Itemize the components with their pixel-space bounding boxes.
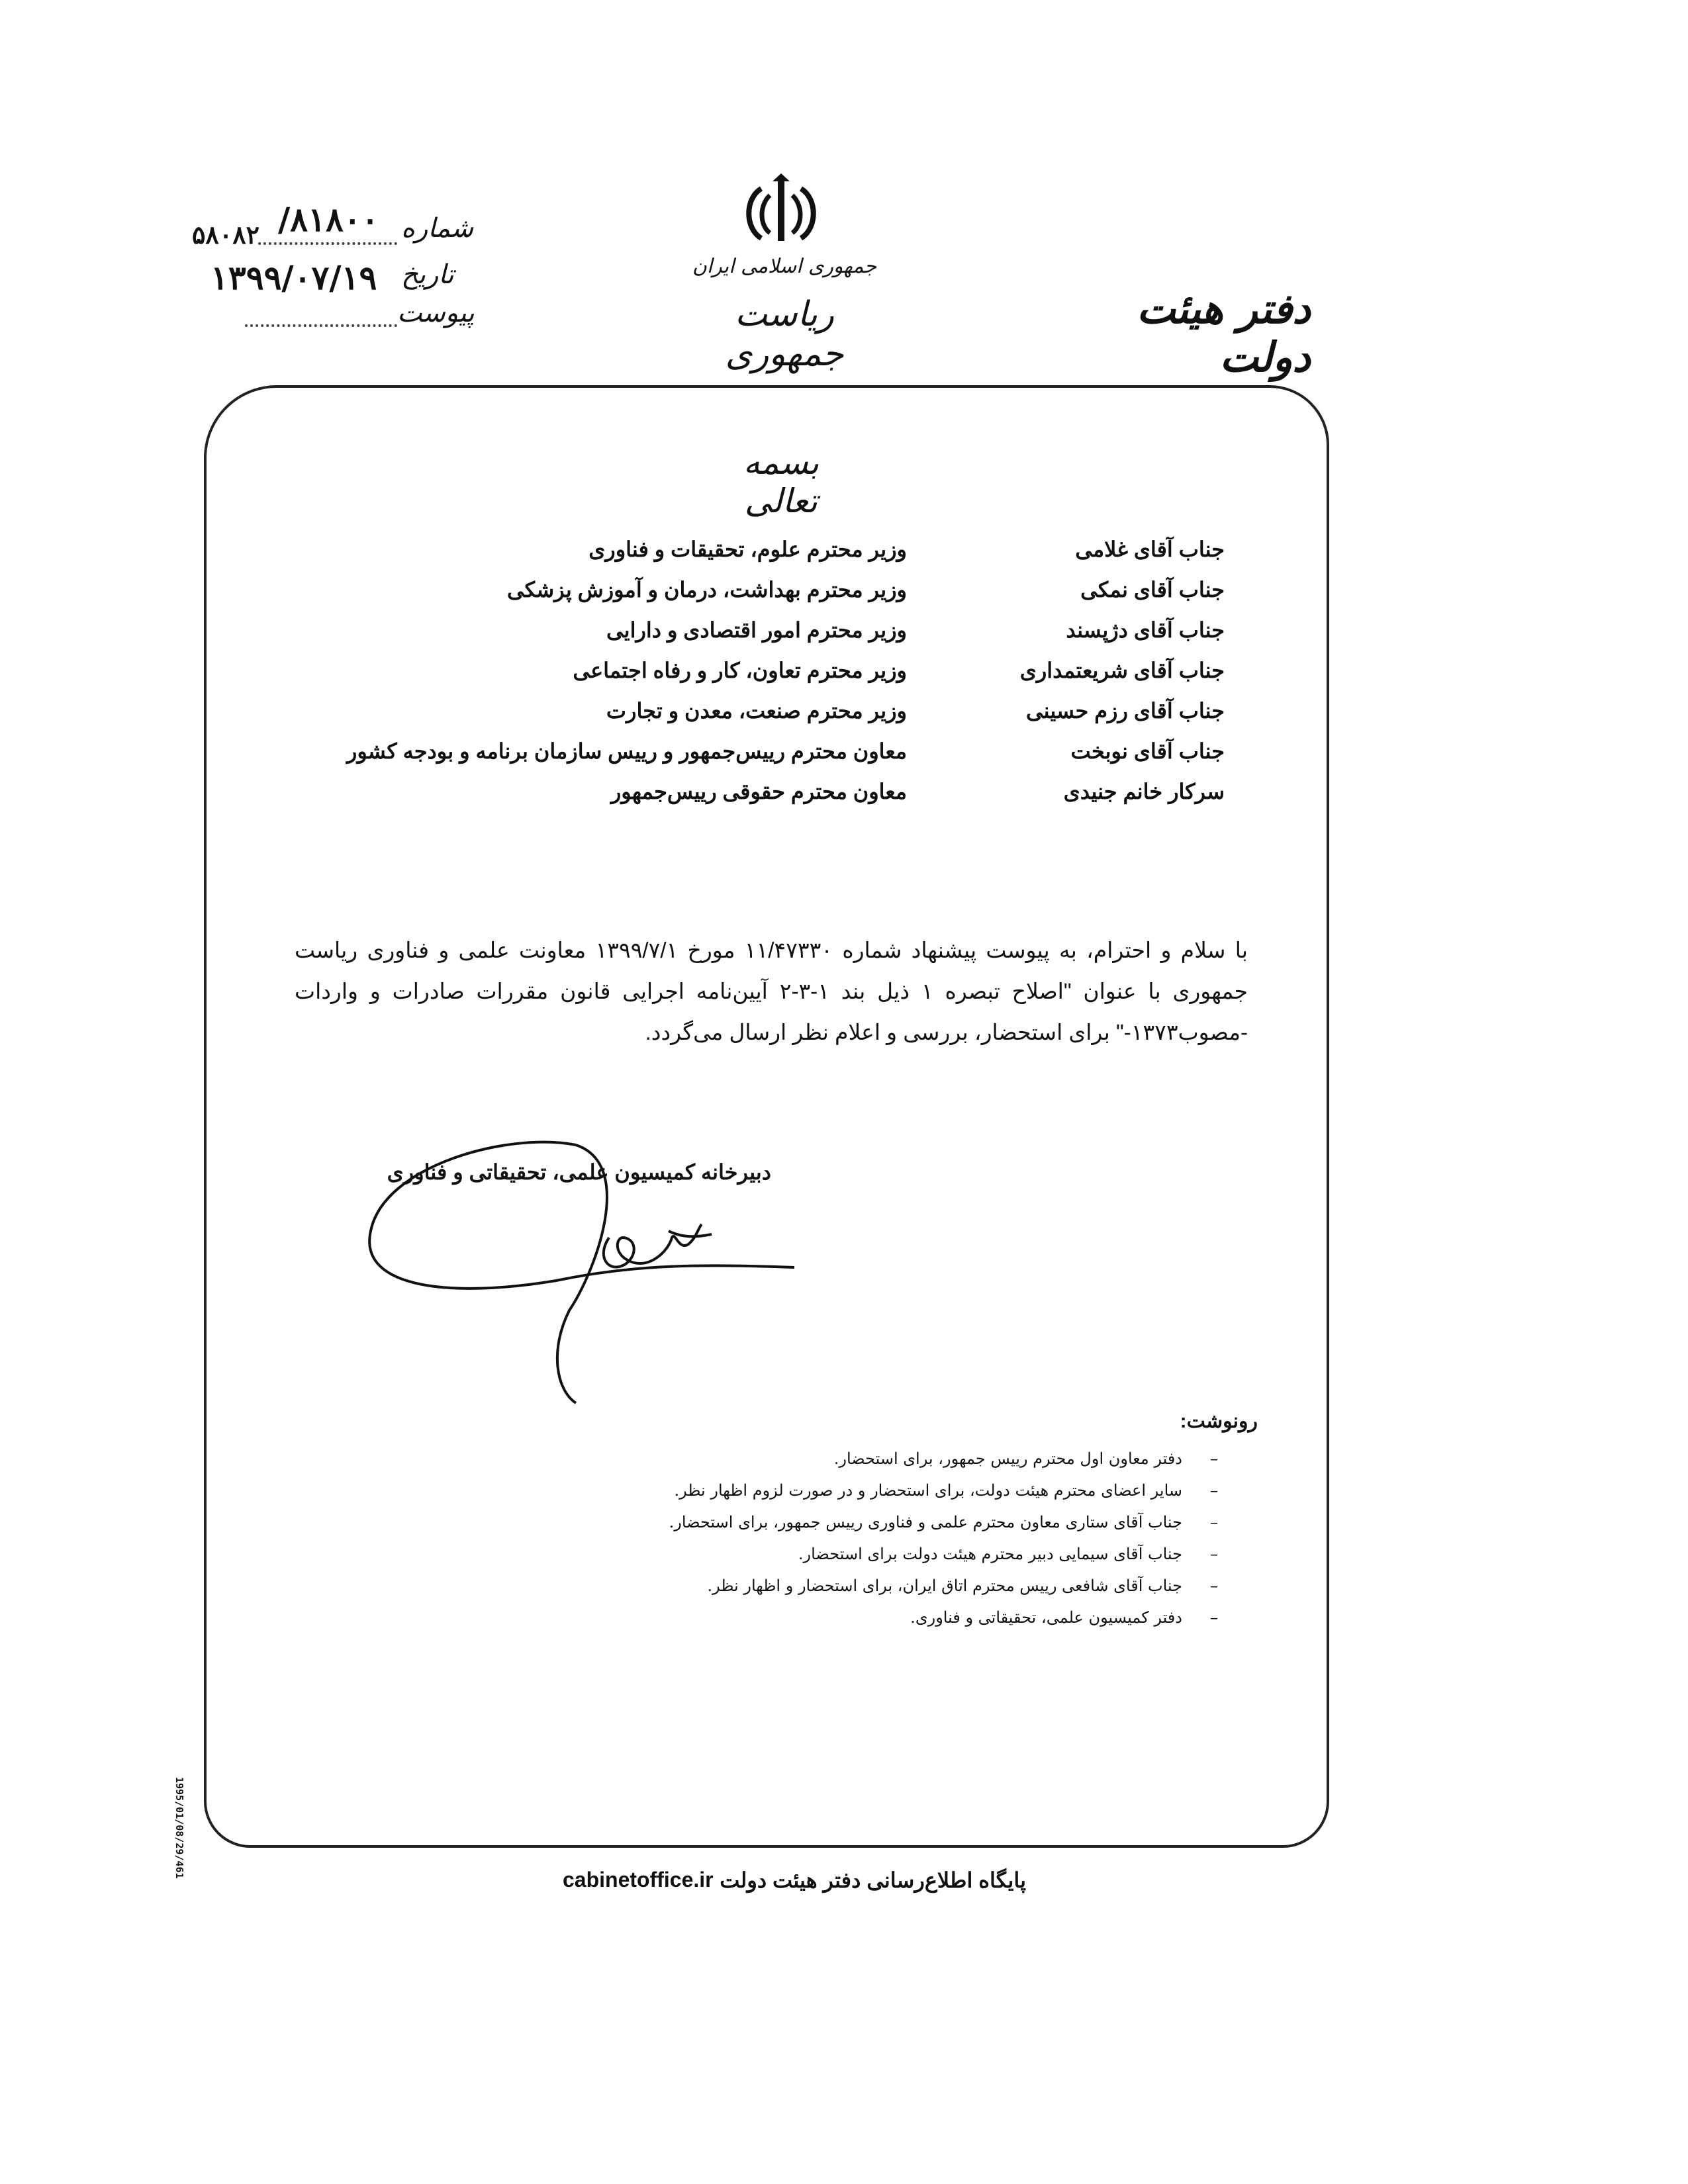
recipient-title: معاون محترم رییس‌جمهور و رییس سازمان برنامه و بودجه کشور	[346, 739, 907, 763]
copy-item-dash: –	[1210, 1608, 1218, 1627]
recipient-name: جناب آقای شریعتمداری	[1019, 659, 1225, 682]
copy-item-text: دفتر کمیسیون علمی، تحقیقاتی و فناوری.	[910, 1608, 1182, 1627]
recipient-name: جناب آقای رزم حسینی	[1026, 699, 1225, 723]
footer-site-link[interactable]: cabinetoffice.ir	[563, 1868, 714, 1891]
number-prefix: ۵۸۰۸۲	[192, 220, 260, 250]
recipient-row	[331, 610, 1225, 650]
copies-heading: رونوشت:	[1180, 1410, 1258, 1432]
recipient-title: وزیر محترم امور اقتصادی و دارایی	[606, 618, 907, 642]
copy-item	[834, 1443, 1218, 1475]
office-name: دفتر هیئت دولت	[1137, 285, 1311, 381]
recipient-name: جناب آقای نوبخت	[1070, 739, 1225, 763]
footer-text: پایگاه اطلاع‌رسانی دفتر هیئت دولت	[720, 1868, 1026, 1892]
copies-list	[596, 1443, 1218, 1641]
handwritten-signature-icon	[357, 1138, 808, 1416]
date-value: ۱۳۹۹/۰۷/۱۹	[211, 258, 377, 297]
recipient-row	[331, 731, 1225, 771]
recipient-name: جناب آقای نمکی	[1080, 578, 1225, 602]
footer	[563, 1868, 1026, 1901]
date-label: تاریخ	[401, 259, 454, 290]
emblem-title: ریاست جمهوری	[725, 295, 844, 374]
copy-item	[675, 1475, 1219, 1506]
copy-item-dash: –	[1210, 1481, 1218, 1500]
copy-item-text: جناب آقای شافعی رییس محترم اتاق ایران، برای استحضار و اظهار نظر.	[707, 1576, 1182, 1595]
recipient-title: وزیر محترم علوم، تحقیقات و فناوری	[588, 537, 907, 561]
copy-item-text: دفتر معاون اول محترم رییس جمهور، برای استحضار.	[833, 1449, 1182, 1468]
copy-item	[910, 1602, 1218, 1633]
emblem-subtitle: جمهوری اسلامی ایران	[692, 255, 877, 278]
attachment-label: پیوست	[397, 298, 475, 328]
number-dotline	[258, 242, 397, 245]
copy-item-dash: –	[1210, 1513, 1218, 1531]
copy-item-dash: –	[1210, 1576, 1218, 1595]
number-value: /۸۱۸۰۰	[278, 200, 379, 239]
letter-body: با سلام و احترام، به پیوست پیشنهاد شماره ۱۱/۴۷۳۳۰ مورخ ۱۳۹۹/۷/۱ معاونت علمی و فناوری ریاست جمهوری با عنوان "اصلاح تبصره ۱ ذیل بند ۱-۳-۲ آیین‌نامه اجرایی قانون مقررات صادرات و واردات -مصوب۱۳۷۳-" برای استحضار، بررسی و اعلام نظر ارسال می‌گردد.	[295, 938, 1248, 1044]
copy-item-dash: –	[1210, 1449, 1218, 1468]
recipients-list	[331, 529, 1225, 821]
recipient-name: سرکار خانم جنیدی	[1063, 780, 1225, 803]
recipient-name: جناب آقای غلامی	[1075, 537, 1225, 561]
copy-item-dash: –	[1210, 1545, 1218, 1563]
signature-caption: دبیرخانه کمیسیون علمی، تحقیقاتی و فناوری	[387, 1160, 771, 1184]
letter-meta	[185, 199, 477, 351]
recipient-name: جناب آقای دژپسند	[1066, 618, 1225, 642]
copy-item-text: سایر اعضای محترم هیئت دولت، برای استحضار و در صورت لزوم اظهار نظر.	[674, 1481, 1182, 1500]
side-reference-code: 1995/01/08/29/461	[173, 1777, 185, 1879]
copy-item	[669, 1506, 1218, 1538]
recipient-title: وزیر محترم بهداشت، درمان و آموزش پزشکی	[507, 578, 907, 602]
number-label: شماره	[401, 213, 474, 244]
basmala: بسمه تعالی	[743, 443, 820, 520]
emblem-block	[675, 172, 894, 374]
iran-emblem-icon	[738, 172, 824, 251]
recipient-title: وزیر محترم صنعت، معدن و تجارت	[606, 699, 907, 723]
copy-item-text: جناب آقای ستاری معاون محترم علمی و فناوری رییس جمهور، برای استحضار.	[669, 1513, 1182, 1531]
attachment-dotline	[245, 324, 397, 327]
recipient-row	[331, 651, 1225, 690]
copy-item	[708, 1570, 1219, 1602]
recipient-row	[331, 529, 1225, 569]
recipient-row	[331, 691, 1225, 731]
copy-item-text: جناب آقای سیمایی دبیر محترم هیئت دولت برای استحضار.	[798, 1545, 1182, 1563]
recipient-title: معاون محترم حقوقی رییس‌جمهور	[610, 780, 907, 803]
recipient-row	[331, 570, 1225, 610]
recipient-title: وزیر محترم تعاون، کار و رفاه اجتماعی	[573, 659, 907, 682]
copy-item	[798, 1538, 1218, 1570]
recipient-row	[331, 772, 1225, 811]
